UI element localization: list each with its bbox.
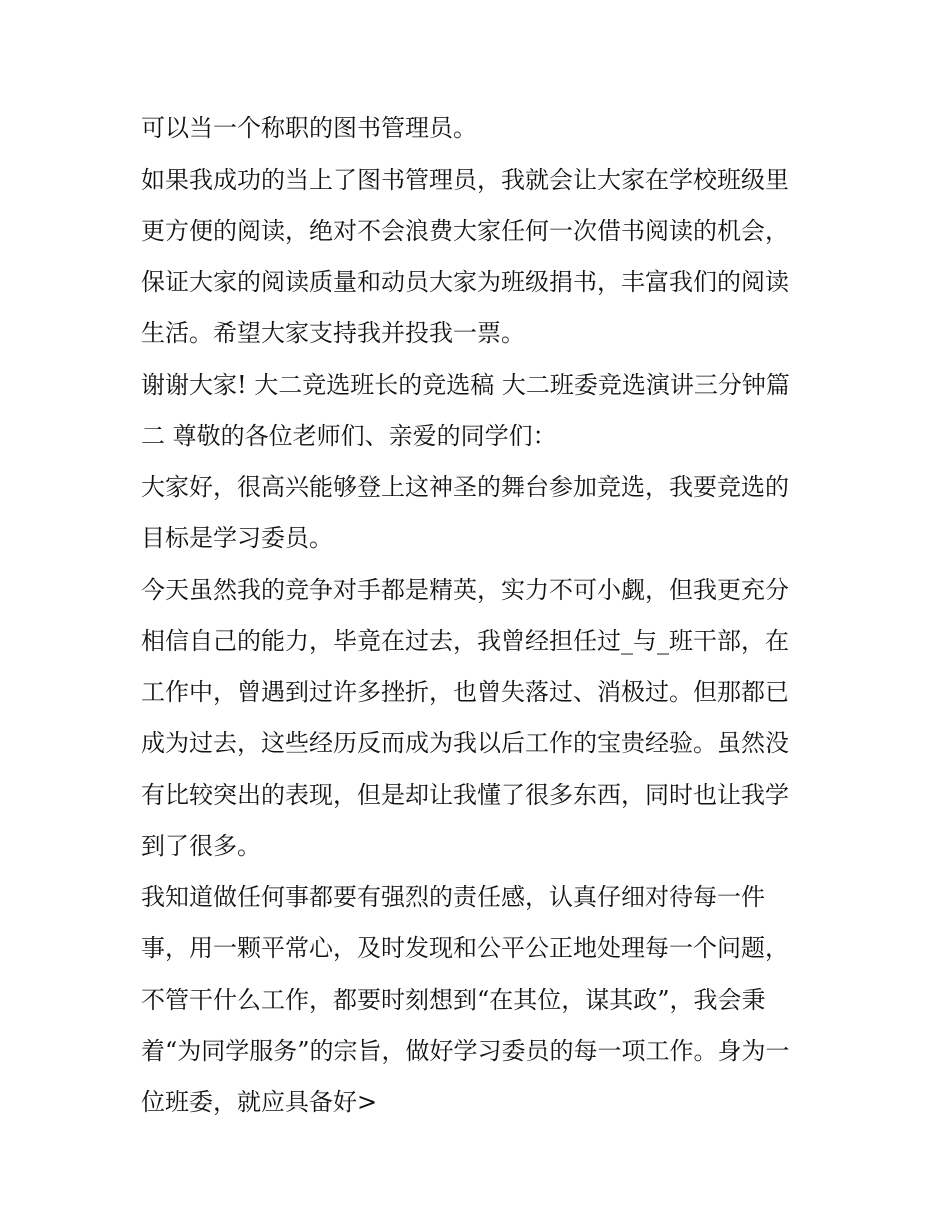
- text-line: 相信自己的能力，毕竟在过去，我曾经担任过_与_班干部，在: [141, 627, 789, 655]
- text-line: 保证大家的阅读质量和动员大家为班级捐书，丰富我们的阅读: [141, 268, 789, 296]
- text-line: 工作中，曾遇到过许多挫折，也曾失落过、消极过。但那都已: [141, 678, 789, 706]
- text-line: 生活。希望大家支持我并投我一票。: [141, 319, 525, 347]
- text-line: 不管干什么工作，都要时刻想到“在其位，谋其政”，我会秉: [141, 986, 766, 1014]
- text-line: 可以当一个称职的图书管理员。: [141, 114, 477, 142]
- text-line: 事，用一颗平常心，及时发现和公平公正地处理每一个问题，: [141, 934, 789, 962]
- text-line: 目标是学习委员。: [141, 524, 333, 552]
- text-line: 到了很多。: [141, 832, 261, 860]
- text-line: 大家好，很高兴能够登上这神圣的舞台参加竞选，我要竞选的: [141, 473, 789, 501]
- text-line: 着“为同学服务”的宗旨，做好学习委员的每一项工作。身为一: [141, 1037, 790, 1065]
- text-line: 二 尊敬的各位老师们、亲爱的同学们：: [141, 422, 557, 450]
- text-line: 成为过去，这些经历反而成为我以后工作的宝贵经验。虽然没: [141, 729, 789, 757]
- text-line: 更方便的阅读，绝对不会浪费大家任何一次借书阅读的机会，: [141, 217, 789, 245]
- text-line: 位班委，就应具备好>: [141, 1088, 378, 1116]
- text-line: 今天虽然我的竞争对手都是精英，实力不可小觑，但我更充分: [141, 576, 789, 604]
- text-line: 有比较突出的表现，但是却让我懂了很多东西，同时也让我学: [141, 781, 789, 809]
- text-line: 如果我成功的当上了图书管理员，我就会让大家在学校班级里: [141, 166, 789, 194]
- text-line: 谢谢大家! 大二竞选班长的竞选稿 大二班委竞选演讲三分钟篇: [141, 371, 790, 399]
- text-line: 我知道做任何事都要有强烈的责任感，认真仔细对待每一件: [141, 883, 765, 911]
